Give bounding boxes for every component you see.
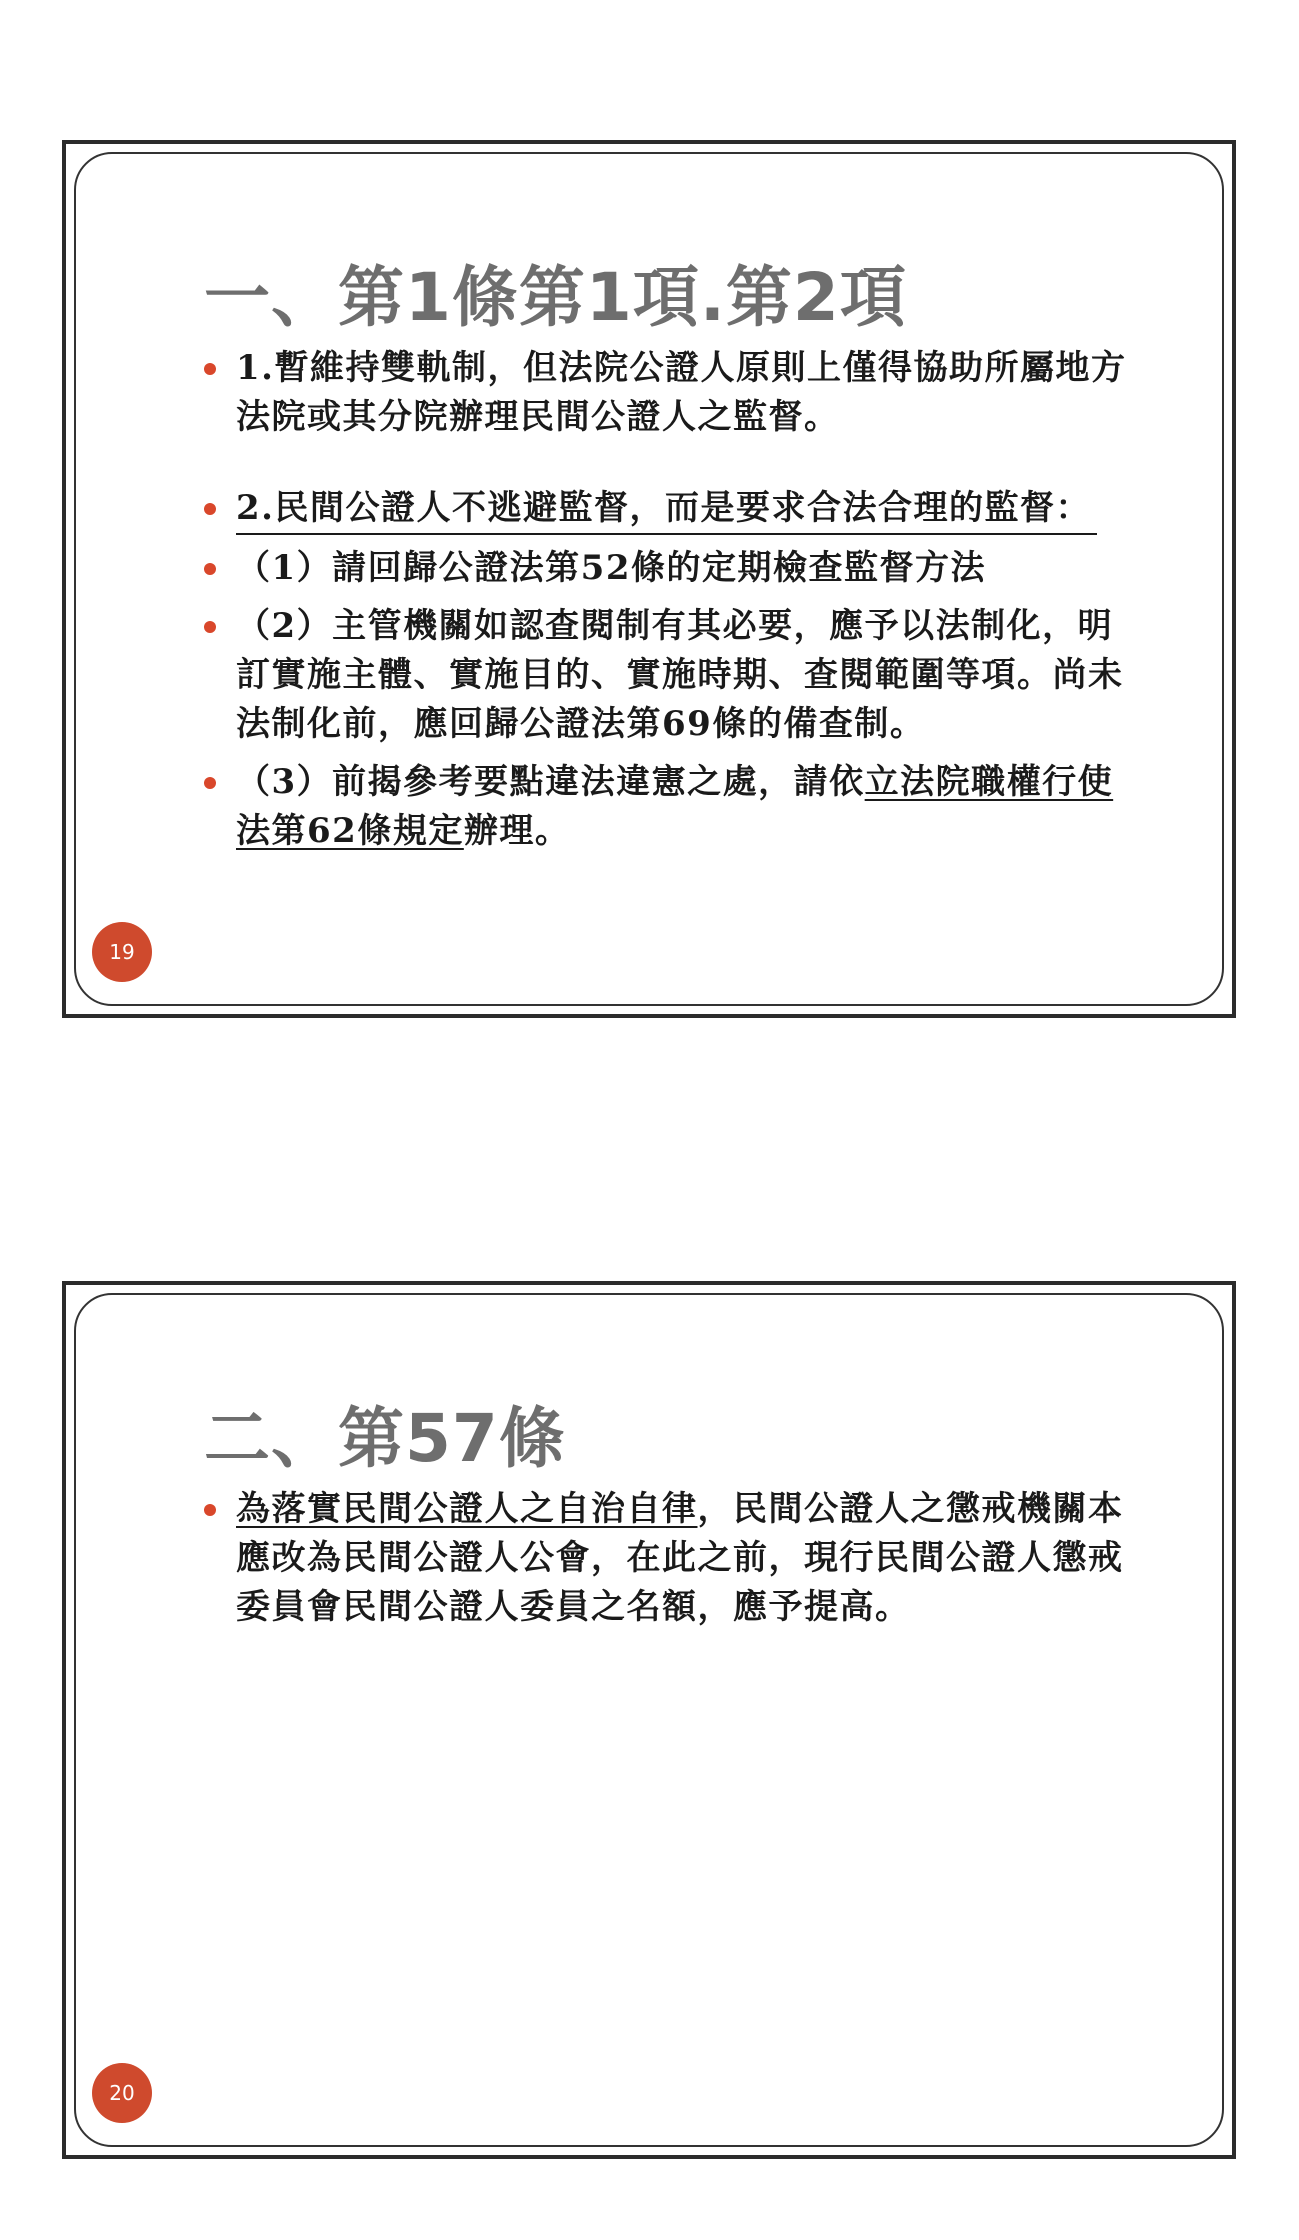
- page-number-badge: 20: [92, 2063, 152, 2123]
- bullet-dot-icon: [204, 777, 216, 789]
- slide-19: [62, 140, 1236, 1018]
- bullet-text: （1）請回歸公證法第52條的定期檢查監督方法: [236, 548, 986, 588]
- bullet-text-underlined: 為落實民間公證人之自治自律: [236, 1489, 698, 1529]
- bullet-text-underlined: 立法院職權行使法第62條規定: [236, 762, 1114, 851]
- page-number-badge: 19: [92, 922, 152, 982]
- slide-border: [74, 152, 1224, 1006]
- bullet-dot-icon: [204, 363, 216, 375]
- bullet-item: [204, 1485, 1134, 1632]
- bullet-list: [204, 1485, 1134, 1641]
- bullet-text-suffix: 辦理。: [463, 811, 571, 851]
- bullet-item: [204, 344, 1134, 442]
- bullet-list: [204, 344, 1134, 865]
- bullet-item: [204, 758, 1134, 856]
- bullet-dot-icon: [204, 503, 216, 515]
- bullet-text: 1.暫維持雙軌制，但法院公證人原則上僅得協助所屬地方法院或其分院辦理民間公證人之監督。: [236, 348, 1127, 437]
- bullet-text: 2.民間公證人不逃避監督，而是要求合法合理的監督：: [236, 484, 1097, 535]
- bullet-item: [204, 484, 1134, 535]
- bullet-dot-icon: [204, 621, 216, 633]
- bullet-text: （2）主管機關如認查閱制有其必要，應予以法制化，明訂實施主體、實施目的、實施時期、查閱範圍等項。尚未法制化前，應回歸公證法第69條的備查制。: [236, 606, 1124, 744]
- slide-20: [62, 1281, 1236, 2159]
- slide-border: [74, 1293, 1224, 2147]
- bullet-item: [204, 544, 1134, 593]
- bullet-dot-icon: [204, 563, 216, 575]
- slide-title: 二、第57條: [204, 1400, 566, 1477]
- bullet-item: [204, 602, 1134, 749]
- bullet-text-suffix: ，民間公證人之懲戒機關本應改為民間公證人公會，在此之前，現行民間公證人懲戒委員會民間公證人委員之名額，應予提高。: [236, 1489, 1124, 1627]
- bullet-text-prefix: （3）前揭參考要點違法違憲之處，請依: [236, 762, 865, 802]
- slide-title: 一、第1條第1項.第2項: [204, 259, 907, 336]
- bullet-dot-icon: [204, 1504, 216, 1516]
